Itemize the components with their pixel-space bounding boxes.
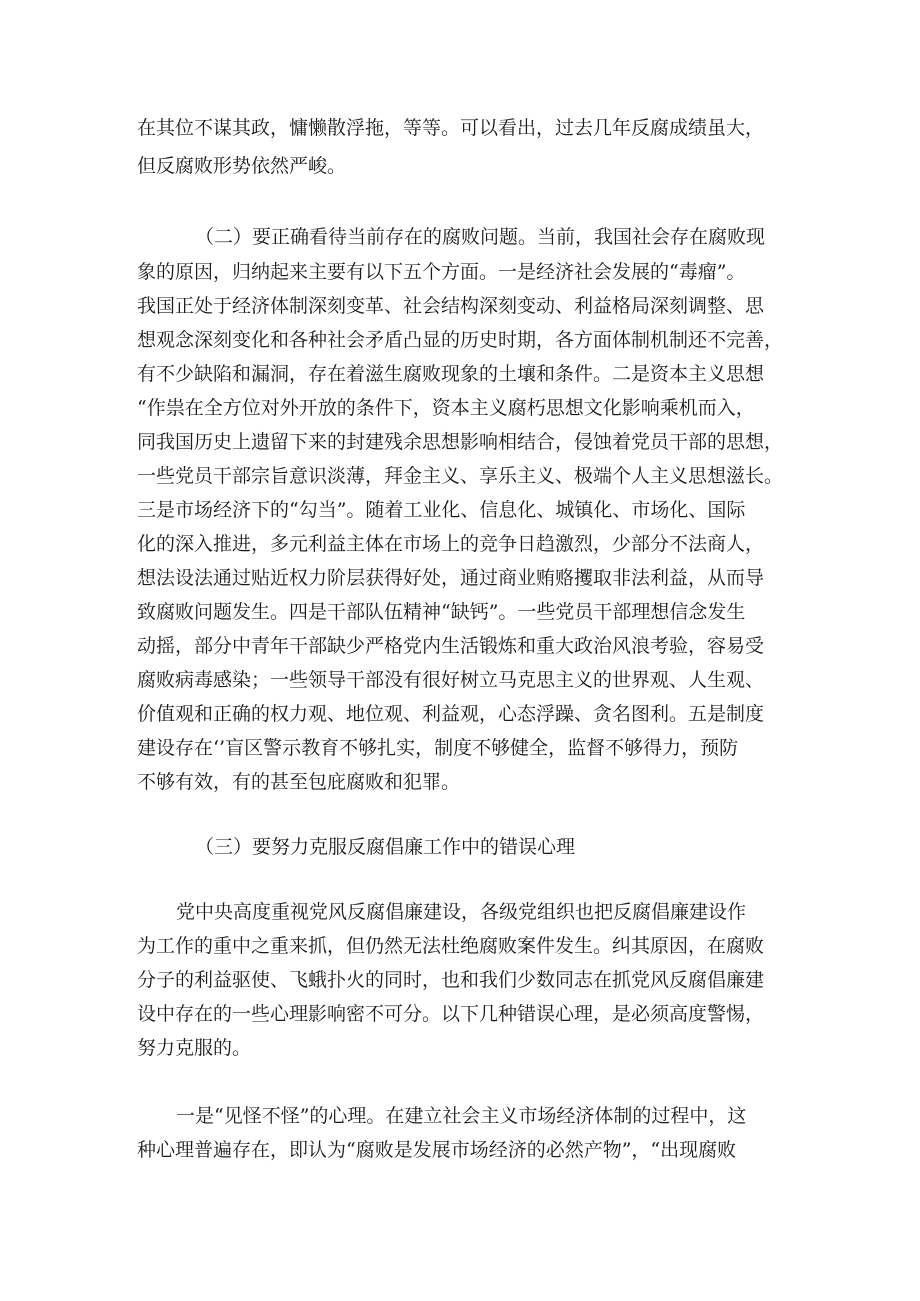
text-line: 党中央高度重视党风反腐倡廉建设，各级党组织也把反腐倡廉建设作 [176,901,747,923]
text-line: 象的原因，归纳起来主要有以下五个方面。一是经济社会发展的“毒瘤”。 [137,261,746,283]
text-line: 但反腐败形势依然严峻。 [137,155,347,177]
text-line: 设中存在的一些心理影响密不可分。以下几种错误心理，是必须高度警惕， [137,1003,765,1025]
text-line: 想法设法通过贴近权力阶层获得好处，通过商业贿赂攫取非法利益，从而导 [137,567,765,589]
section-heading-line: （三）要努力克服反腐倡廉工作中的错误心理 [195,836,576,858]
text-line: 在其位不谋其政，慵懒散浮拖，等等。可以看出，过去几年反腐成绩虽大， [137,117,765,139]
text-line: 三是市场经济下的“勾当”。随着工业化、信息化、城镇化、市场化、国际 [137,499,746,521]
text-line: 种心理普遍存在，即认为“腐败是发展市场经济的必然产物”，“出现腐败 [137,1139,737,1161]
text-line: 致腐败问题发生。四是干部队伍精神“缺钙”。一些党员干部理想信念发生 [137,601,746,623]
text-line: “作祟在全方位对外开放的条件下，资本主义腐朽思想文化影响乘机而入， [137,397,755,419]
text-line: 化的深入推进，多元利益主体在市场上的竞争日趋激烈，少部分不法商人， [137,533,765,555]
text-line: 一是“见怪不怪”的心理。在建立社会主义市场经济体制的过程中，这 [176,1105,747,1127]
text-line: 同我国历史上遗留下来的封建残余思想影响相结合，侵蚀着党员干部的思想， [137,431,784,453]
text-line: 努力克服的。 [137,1037,252,1059]
text-line: 价值观和正确的权力观、地位观、利益观，心态浮躁、贪名图利。五是制度 [137,703,765,725]
text-line: 为工作的重中之重来抓，但仍然无法杜绝腐败案件发生。纠其原因，在腐败 [137,935,765,957]
text-line: 我国正处于经济体制深刻变革、社会结构深刻变动、利益格局深刻调整、思 [137,295,765,317]
text-line: 动摇，部分中青年干部缺少严格党内生活锻炼和重大政治风浪考验，容易受 [137,635,765,657]
text-line: 不够有效，有的甚至包庇腐败和犯罪。 [137,771,461,793]
text-line: 腐败病毒感染；一些领导干部没有很好树立马克思主义的世界观、人生观、 [137,669,765,691]
text-line: 分子的利益驱使、飞蛾扑火的同时，也和我们少数同志在抓党风反腐倡廉建 [137,969,765,991]
text-line: 想观念深刻变化和各种社会矛盾凸显的历史时期，各方面体制机制还不完善， [137,329,784,351]
text-line: 有不少缺陷和漏洞，存在着滋生腐败现象的土壤和条件。二是资本主义思想 [137,363,765,385]
text-line: 一些党员干部宗旨意识淡薄，拜金主义、享乐主义、极端个人主义思想滋长。 [137,465,784,487]
text-line: 建设存在‘’盲区警示教育不够扎实，制度不够健全，监督不够得力，预防 [137,737,739,759]
section-heading-line: （二）要正确看待当前存在的腐败问题。当前，我国社会存在腐败现 [195,226,766,248]
